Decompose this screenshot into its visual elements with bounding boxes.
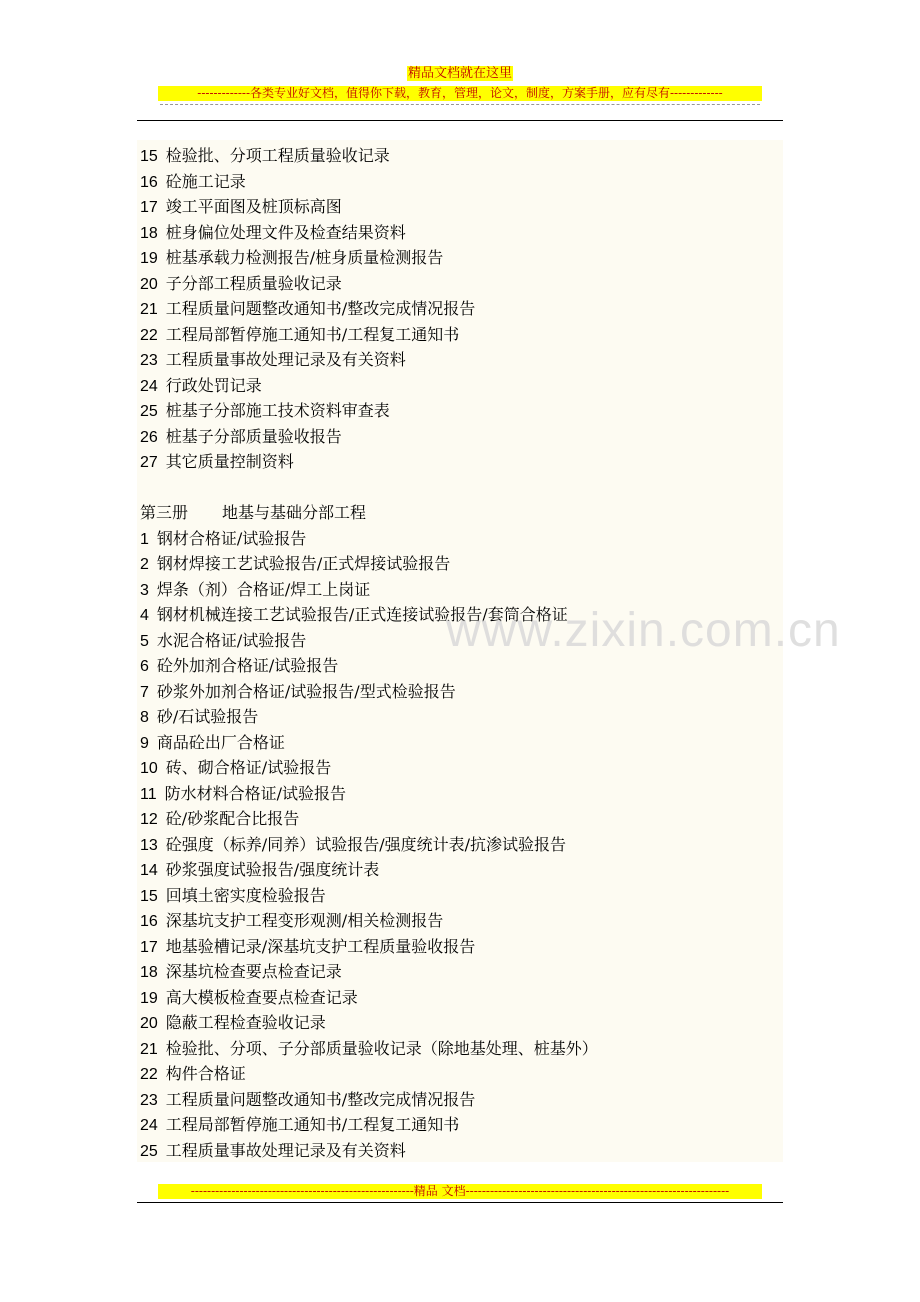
- item-number: 4: [140, 607, 149, 624]
- item-text: 砼施工记录: [165, 171, 246, 191]
- item-text: 隐蔽工程检查验收记录: [165, 1013, 326, 1032]
- list-item: [140, 245, 598, 271]
- item-number: 5: [140, 632, 149, 650]
- item-text: 砼强度（标养/同养）试验报告/强度统计表/抗渗试验报告: [165, 834, 566, 854]
- watermark: www.zixin.com.cn: [446, 604, 841, 657]
- item-number: 15: [140, 887, 158, 905]
- item-text: 工程质量事故处理记录及有关资料: [165, 350, 406, 369]
- item-number: 14: [140, 862, 158, 879]
- item-text: 桩身偏位处理文件及检查结果资料: [165, 222, 406, 242]
- item-text: 防水材料合格证/试验报告: [164, 783, 347, 803]
- list-item: [140, 577, 598, 603]
- item-number: 16: [140, 173, 158, 191]
- item-text: 工程局部暂停施工通知书/工程复工通知书: [165, 324, 460, 344]
- list-item: [140, 883, 598, 909]
- item-text: 高大模板检查要点检查记录: [165, 987, 358, 1007]
- list-item: [140, 755, 598, 781]
- item-text: 砖、砌合格证/试验报告: [165, 758, 332, 777]
- item-text: 深基坑检查要点检查记录: [165, 962, 342, 981]
- item-text: 行政处罚记录: [165, 375, 262, 395]
- item-text: 地基验槽记录/深基坑支护工程质量验收报告: [165, 936, 476, 956]
- item-text: 其它质量控制资料: [165, 452, 294, 471]
- item-text: 砼/砂浆配合比报告: [165, 809, 300, 828]
- item-text: 回填土密实度检验报告: [165, 885, 326, 905]
- item-text: 砂浆强度试验报告/强度统计表: [165, 860, 380, 879]
- item-number: 16: [140, 913, 158, 930]
- item-number: 18: [140, 964, 158, 981]
- item-text: 工程质量问题整改通知书/整改完成情况报告: [165, 1089, 476, 1109]
- item-text: 构件合格证: [165, 1064, 246, 1083]
- item-text: 砼外加剂合格证/试验报告: [156, 656, 339, 675]
- item-number: 2: [140, 556, 149, 573]
- item-number: 23: [140, 1091, 158, 1109]
- list-item: [140, 959, 598, 985]
- item-number: 3: [140, 581, 149, 599]
- item-text: 钢材合格证/试验报告: [156, 528, 307, 548]
- item-number: 22: [140, 326, 158, 344]
- item-text: 桩基承载力检测报告/桩身质量检测报告: [165, 248, 444, 267]
- list-item: [140, 1138, 598, 1164]
- list-item: [140, 985, 598, 1011]
- list-item: [140, 398, 598, 424]
- item-number: 10: [140, 760, 158, 777]
- item-text: 工程质量事故处理记录及有关资料: [165, 1140, 406, 1160]
- item-number: 21: [140, 301, 158, 318]
- item-number: 13: [140, 836, 158, 854]
- item-number: 17: [140, 938, 158, 956]
- list-item: [140, 679, 598, 705]
- item-number: 17: [140, 199, 158, 216]
- item-number: 26: [140, 428, 158, 446]
- item-text: 桩基子分部质量验收报告: [165, 426, 342, 446]
- list-item: [140, 194, 598, 220]
- item-number: 9: [140, 734, 149, 752]
- item-number: 20: [140, 275, 158, 293]
- item-number: 12: [140, 811, 158, 828]
- item-number: 22: [140, 1066, 158, 1083]
- list-item: [140, 781, 598, 807]
- item-number: 24: [140, 377, 158, 395]
- item-text: 深基坑支护工程变形观测/相关检测报告: [165, 911, 444, 930]
- header-dashed-line: [160, 104, 760, 111]
- list-item: [140, 1036, 598, 1062]
- item-number: 11: [140, 785, 157, 803]
- item-number: 25: [140, 403, 158, 420]
- list-item: [140, 296, 598, 322]
- list-item: [140, 271, 598, 297]
- list-item: [140, 1061, 598, 1087]
- list-item: [140, 1112, 598, 1138]
- list-item: [140, 347, 598, 373]
- item-number: 1: [140, 530, 149, 548]
- list-item: [140, 373, 598, 399]
- item-number: 21: [140, 1040, 158, 1058]
- list-item: [140, 449, 598, 475]
- header-title: 精品文档就在这里: [407, 66, 512, 81]
- list-item: [140, 169, 598, 195]
- item-text: 竣工平面图及桩顶标高图: [165, 197, 342, 216]
- item-number: 18: [140, 224, 158, 242]
- item-number: 23: [140, 352, 158, 369]
- volume-heading: [140, 500, 598, 526]
- item-number: 25: [140, 1142, 158, 1160]
- item-number: 6: [140, 658, 149, 675]
- list-item: [140, 704, 598, 730]
- item-text: 商品砼出厂合格证: [156, 732, 285, 752]
- header-rule: [137, 120, 783, 121]
- list-item: [140, 857, 598, 883]
- list-item: [140, 551, 598, 577]
- item-text: 工程质量问题整改通知书/整改完成情况报告: [165, 299, 476, 318]
- item-text: 砂/石试验报告: [156, 707, 259, 726]
- item-text: 检验批、分项、子分部质量验收记录（除地基处理、桩基外）: [165, 1038, 598, 1058]
- item-number: 24: [140, 1117, 158, 1134]
- list-item: [140, 730, 598, 756]
- item-text: 钢材机械连接工艺试验报告/正式连接试验报告/套筒合格证: [156, 605, 568, 624]
- item-text: 子分部工程质量验收记录: [165, 273, 342, 293]
- item-number: 19: [140, 250, 158, 267]
- item-number: 20: [140, 1015, 158, 1032]
- list-item: [140, 220, 598, 246]
- item-number: 7: [140, 683, 149, 701]
- list-item: [140, 832, 598, 858]
- item-text: 检验批、分项工程质量验收记录: [165, 146, 390, 165]
- list-item: [140, 1087, 598, 1113]
- volume-title: 地基与基础分部工程: [222, 503, 367, 522]
- footer-rule: [137, 1202, 783, 1203]
- item-text: 桩基子分部施工技术资料审查表: [165, 401, 390, 420]
- list-item: [140, 1010, 598, 1036]
- item-text: 工程局部暂停施工通知书/工程复工通知书: [165, 1115, 460, 1134]
- list-item: [140, 424, 598, 450]
- blank-line: [140, 475, 598, 501]
- list-item: [140, 908, 598, 934]
- volume-label: 第三册: [140, 503, 189, 522]
- footer-banner: -------------------------------------------------------精品 文档-----------------------------------------------------------------: [158, 1184, 762, 1199]
- header-banner: -------------各类专业好文档，值得你下载，教育，管理，论文，制度，方案手册，应有尽有-------------: [158, 86, 762, 101]
- item-number: 8: [140, 709, 149, 726]
- item-text: 砂浆外加剂合格证/试验报告/型式检验报告: [156, 681, 456, 701]
- item-text: 焊条（剂）合格证/焊工上岗证: [156, 579, 371, 599]
- list-item: [140, 806, 598, 832]
- item-number: 19: [140, 989, 158, 1007]
- list-item: [140, 322, 598, 348]
- item-number: 27: [140, 454, 158, 471]
- list-item: [140, 526, 598, 552]
- item-text: 水泥合格证/试验报告: [156, 630, 307, 650]
- list-item: [140, 934, 598, 960]
- list-item: [140, 143, 598, 169]
- item-text: 钢材焊接工艺试验报告/正式焊接试验报告: [156, 554, 451, 573]
- item-number: 15: [140, 148, 158, 165]
